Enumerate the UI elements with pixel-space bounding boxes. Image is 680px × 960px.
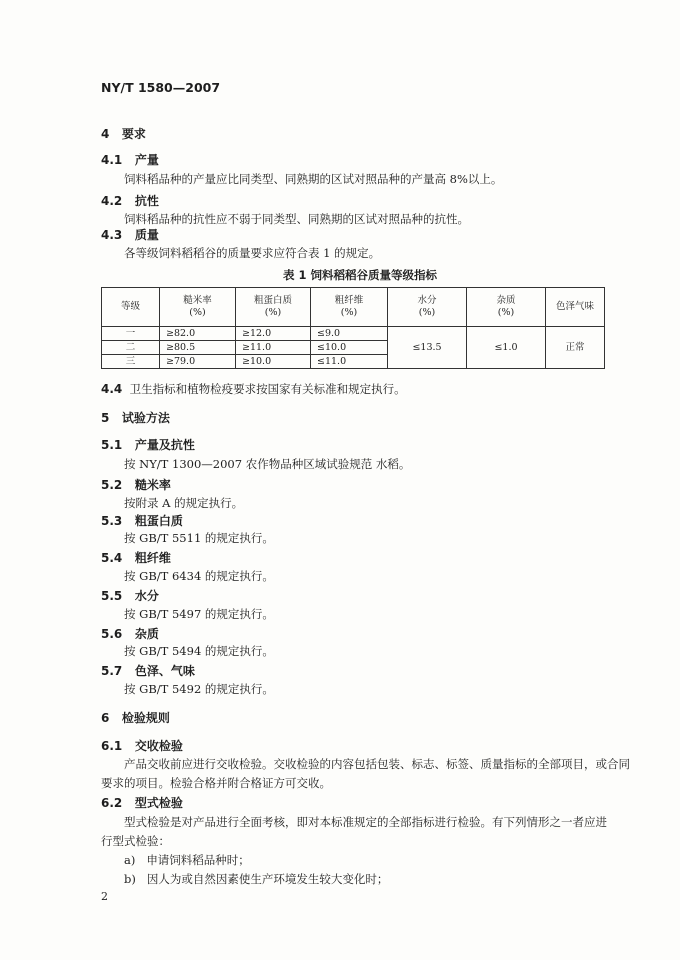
header-moisture [388, 288, 467, 327]
section-title: 产量 [134, 153, 159, 167]
grade-cell: 一 [102, 327, 160, 341]
page-number: 2 [101, 890, 108, 903]
section-number: 6.1 [101, 739, 123, 753]
section-title: 粗纤维 [134, 551, 171, 565]
header-unit: (%) [189, 307, 206, 318]
header-label: 糙米率 [183, 295, 212, 306]
section-6-1-heading [101, 737, 183, 754]
header-crude-protein [236, 288, 311, 327]
section-5-4-text: 按 GB/T 6434 的规定执行。 [124, 569, 274, 583]
header-label: 水分 [417, 295, 437, 306]
brown-rice-cell: ≥80.5 [160, 341, 236, 355]
header-label: 杂质 [496, 295, 516, 306]
section-5-5-text: 按 GB/T 5497 的规定执行。 [124, 607, 274, 621]
list-item-b [124, 871, 388, 887]
fiber-cell: ≤9.0 [311, 327, 388, 341]
table-header-row [102, 288, 605, 327]
section-number: 5.1 [101, 438, 123, 452]
header-unit: (%) [497, 307, 515, 318]
section-title: 产量及抗性 [134, 438, 195, 452]
section-title: 要求 [121, 127, 146, 141]
section-6-heading [101, 709, 170, 726]
section-number: 4.1 [101, 153, 123, 167]
section-4-1-text: 饲料稻品种的产量应比同类型、同熟期的区试对照品种的产量高 8%以上。 [124, 172, 503, 186]
section-6-2-text-line2: 行型式检验： [101, 834, 170, 848]
grade-cell: 三 [102, 355, 160, 369]
section-number: 6.2 [101, 796, 123, 810]
section-title: 质量 [134, 228, 159, 242]
impurity-cell: ≤1.0 [467, 327, 546, 369]
document-header: NY/T 1580—2007 [101, 80, 221, 95]
section-number: 5.7 [101, 664, 123, 678]
section-6-1-text-line2: 要求的项目。检验合格并附合格证方可交收。 [101, 776, 331, 790]
header-grade: 等级 [102, 288, 160, 327]
section-title: 试验方法 [121, 411, 170, 425]
section-5-2-text: 按附录 A 的规定执行。 [124, 496, 244, 510]
list-item-a [124, 852, 250, 868]
section-title: 型式检验 [134, 796, 183, 810]
section-6-1-text-line1: 产品交收前应进行交收检验。交收检验的内容包括包装、标志、标签、质量指标的全部项目，或合同 [124, 757, 630, 771]
header-unit: (%) [418, 307, 436, 318]
section-number: 5.6 [101, 627, 123, 641]
brown-rice-cell: ≥79.0 [160, 355, 236, 369]
color-odor-cell: 正常 [546, 327, 605, 369]
section-number: 5.3 [101, 514, 123, 528]
section-number: 5.4 [101, 551, 123, 565]
fiber-cell: ≤10.0 [311, 341, 388, 355]
section-4-3-text: 各等级饲料稻稻谷的质量要求应符合表 1 的规定。 [124, 246, 381, 260]
header-unit: (%) [340, 307, 358, 318]
section-5-6-heading [101, 625, 159, 642]
section-title: 交收检验 [134, 739, 183, 753]
section-number: 4 [101, 127, 110, 141]
table-caption: 表 1 饲料稻稻谷质量等级指标 [283, 268, 438, 282]
section-number: 6 [101, 711, 110, 725]
section-5-7-text: 按 GB/T 5492 的规定执行。 [124, 682, 274, 696]
fiber-cell: ≤11.0 [311, 355, 388, 369]
protein-cell: ≥11.0 [236, 341, 311, 355]
header-label: 粗蛋白质 [253, 295, 292, 306]
header-brown-rice-rate [160, 288, 236, 327]
header-unit: (%) [264, 307, 282, 318]
section-number: 5.2 [101, 478, 123, 492]
section-number: 4.3 [101, 228, 123, 242]
header-label: 粗纤维 [334, 295, 364, 306]
table-row [102, 327, 605, 341]
section-4-2-text: 饲料稻品种的抗性应不弱于同类型、同熟期的区试对照品种的抗性。 [124, 212, 469, 226]
list-item-text: 申请饲料稻品种时； [146, 853, 250, 867]
quality-grade-table [101, 287, 605, 369]
header-crude-fiber [311, 288, 388, 327]
moisture-cell: ≤13.5 [388, 327, 467, 369]
section-5-3-heading [101, 512, 183, 529]
section-title: 糙米率 [134, 478, 171, 492]
section-title: 抗性 [134, 194, 159, 208]
section-6-2-text-line1: 型式检验是对产品进行全面考核，即对本标准规定的全部指标进行检验。有下列情形之一者应进 [124, 815, 607, 829]
section-6-2-heading [101, 794, 183, 811]
section-5-1-text: 按 NY/T 1300—2007 农作物品种区域试验规范 水稻。 [124, 457, 411, 471]
section-4-3-heading [101, 226, 159, 243]
section-title: 杂质 [134, 627, 159, 641]
section-title: 色泽、气味 [134, 664, 195, 678]
section-title: 水分 [134, 589, 159, 603]
section-4-heading [101, 125, 146, 142]
section-4-1-heading [101, 151, 159, 168]
header-impurity [467, 288, 546, 327]
section-5-2-heading [101, 476, 171, 493]
list-item-label: a) [124, 853, 136, 867]
section-title: 检验规则 [121, 711, 170, 725]
section-5-5-heading [101, 587, 159, 604]
header-color-odor: 色泽气味 [546, 288, 605, 327]
section-4-4 [101, 381, 406, 397]
protein-cell: ≥12.0 [236, 327, 311, 341]
section-number: 5 [101, 411, 110, 425]
protein-cell: ≥10.0 [236, 355, 311, 369]
section-number: 4.4 [101, 382, 123, 396]
grade-cell: 二 [102, 341, 160, 355]
brown-rice-cell: ≥82.0 [160, 327, 236, 341]
section-5-1-heading [101, 436, 195, 453]
section-4-2-heading [101, 192, 159, 209]
section-number: 5.5 [101, 589, 123, 603]
section-5-7-heading [101, 662, 195, 679]
section-5-heading [101, 409, 170, 426]
list-item-text: 因人为或自然因素使生产环境发生较大变化时； [146, 872, 389, 886]
section-number: 4.2 [101, 194, 123, 208]
list-item-label: b) [124, 872, 136, 886]
section-text: 卫生指标和植物检疫要求按国家有关标准和规定执行。 [129, 382, 406, 396]
section-5-3-text: 按 GB/T 5511 的规定执行。 [124, 531, 274, 545]
section-title: 粗蛋白质 [134, 514, 183, 528]
section-5-6-text: 按 GB/T 5494 的规定执行。 [124, 644, 274, 658]
section-5-4-heading [101, 549, 171, 566]
